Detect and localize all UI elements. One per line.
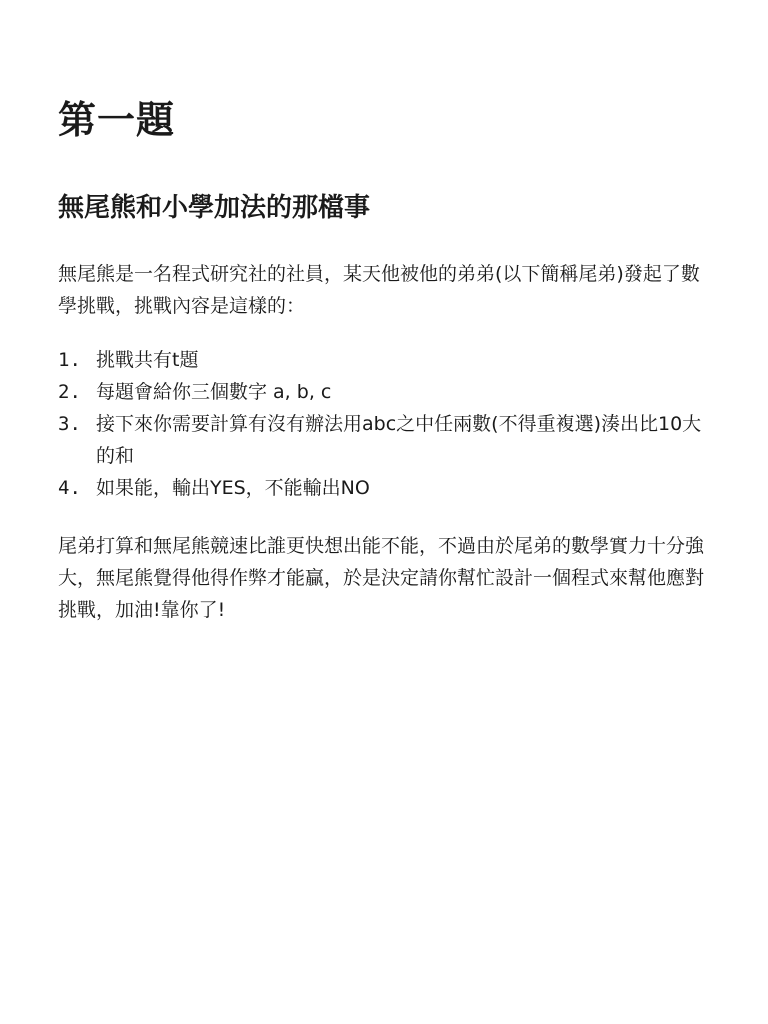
list-item: [58, 344, 718, 376]
list-number: 1.: [58, 349, 81, 371]
intro-paragraph: 無尾熊是一名程式研究社的社員，某天他被他的弟弟(以下簡稱尾弟)發起了數學挑戰，挑戰內容是這樣的：: [58, 263, 700, 317]
list-number: 4.: [58, 477, 81, 499]
list-text: 挑戰共有t題: [96, 349, 199, 371]
list-text: 如果能，輸出YES，不能輸出NO: [96, 477, 370, 499]
page-title: 第一題: [58, 98, 176, 142]
list-text: 接下來你需要計算有沒有辦法用abc之中任兩數(不得重複選)湊出比10大的和: [96, 413, 702, 467]
list-item: [58, 408, 718, 472]
list-item: [58, 472, 718, 504]
problem-title: 無尾熊和小學加法的那檔事: [58, 193, 371, 223]
closing-paragraph: 尾弟打算和無尾熊競速比誰更快想出能不能，不過由於尾弟的數學實力十分強大，無尾熊覺得他得作弊才能贏，於是決定請你幫忙設計一個程式來幫他應對挑戰，加油!靠你了!: [58, 535, 705, 621]
list-number: 2.: [58, 381, 81, 403]
rules-list: [58, 344, 718, 504]
list-number: 3.: [58, 413, 81, 435]
list-text: 每題會給你三個數字 a, b, c: [96, 381, 332, 403]
list-item: [58, 376, 718, 408]
